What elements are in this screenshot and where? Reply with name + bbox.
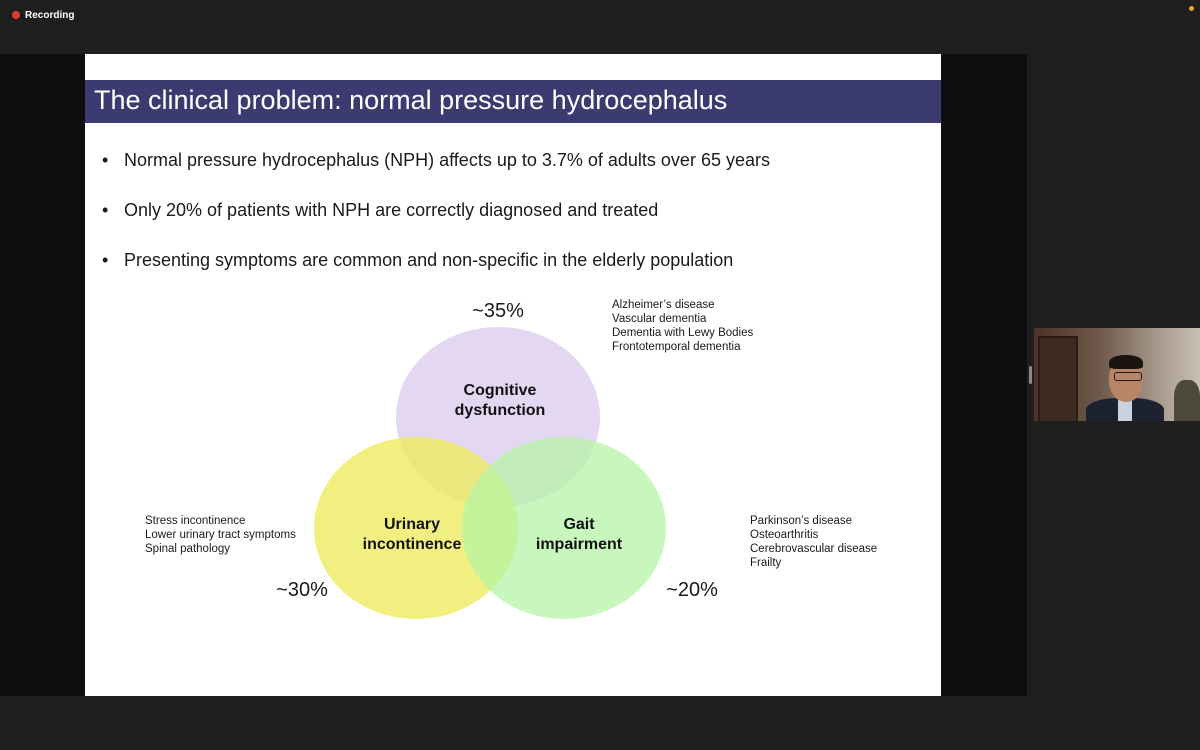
recording-indicator[interactable]	[12, 8, 74, 22]
bullet-icon: •	[102, 150, 109, 170]
cognitive-condition: Dementia with Lewy Bodies	[612, 327, 754, 339]
gait-label-line1: Gait	[563, 516, 595, 533]
urinary-label-line1: Urinary	[383, 516, 441, 533]
presenter-hair	[1109, 355, 1143, 369]
cognitive-label-line2: dysfunction	[454, 402, 546, 419]
cognitive-condition: Alzheimer’s disease	[612, 299, 715, 311]
bullet-text: Normal pressure hydrocephalus (NPH) affects up to 3.7% of adults over 65 years	[124, 150, 770, 170]
venn-diagram	[85, 54, 941, 696]
status-dot-icon	[1189, 6, 1194, 11]
bullet-icon: •	[102, 250, 109, 270]
participant-video-tile[interactable]	[1034, 328, 1200, 421]
recording-dot-icon	[12, 11, 20, 19]
presentation-slide	[85, 54, 941, 696]
gait-condition: Cerebrovascular disease	[750, 543, 878, 555]
bullet-text: Presenting symptoms are common and non-specific in the elderly population	[124, 250, 734, 270]
cognitive-percent: ~35%	[472, 300, 524, 322]
presenter-shirt	[1118, 400, 1132, 421]
urinary-condition: Stress incontinence	[145, 515, 246, 527]
gait-condition: Parkinson’s disease	[750, 515, 853, 527]
gait-label-line2: impairment	[535, 536, 623, 553]
gait-condition: Frailty	[750, 557, 782, 569]
cognitive-condition: Frontotemporal dementia	[612, 341, 741, 353]
urinary-condition: Spinal pathology	[145, 543, 231, 555]
panel-resize-handle[interactable]	[1029, 366, 1032, 384]
bullet-icon: •	[102, 200, 109, 220]
recording-label: Recording	[25, 9, 75, 21]
urinary-condition: Lower urinary tract symptoms	[145, 529, 296, 541]
webcam-door	[1038, 336, 1078, 421]
urinary-percent: ~30%	[276, 579, 328, 601]
urinary-label-line2: incontinence	[362, 536, 462, 553]
cognitive-condition: Vascular dementia	[612, 313, 707, 325]
bullet-text: Only 20% of patients with NPH are correctly diagnosed and treated	[124, 200, 659, 220]
slide-title: The clinical problem: normal pressure hydrocephalus	[94, 85, 728, 115]
meeting-top-bar	[0, 0, 1200, 52]
shared-screen-area	[0, 54, 1027, 696]
gait-condition: Osteoarthritis	[750, 529, 819, 541]
gait-percent: ~20%	[666, 579, 718, 601]
presenter-glasses	[1114, 372, 1142, 381]
webcam-plant	[1174, 380, 1200, 421]
cognitive-label-line1: Cognitive	[463, 382, 537, 399]
